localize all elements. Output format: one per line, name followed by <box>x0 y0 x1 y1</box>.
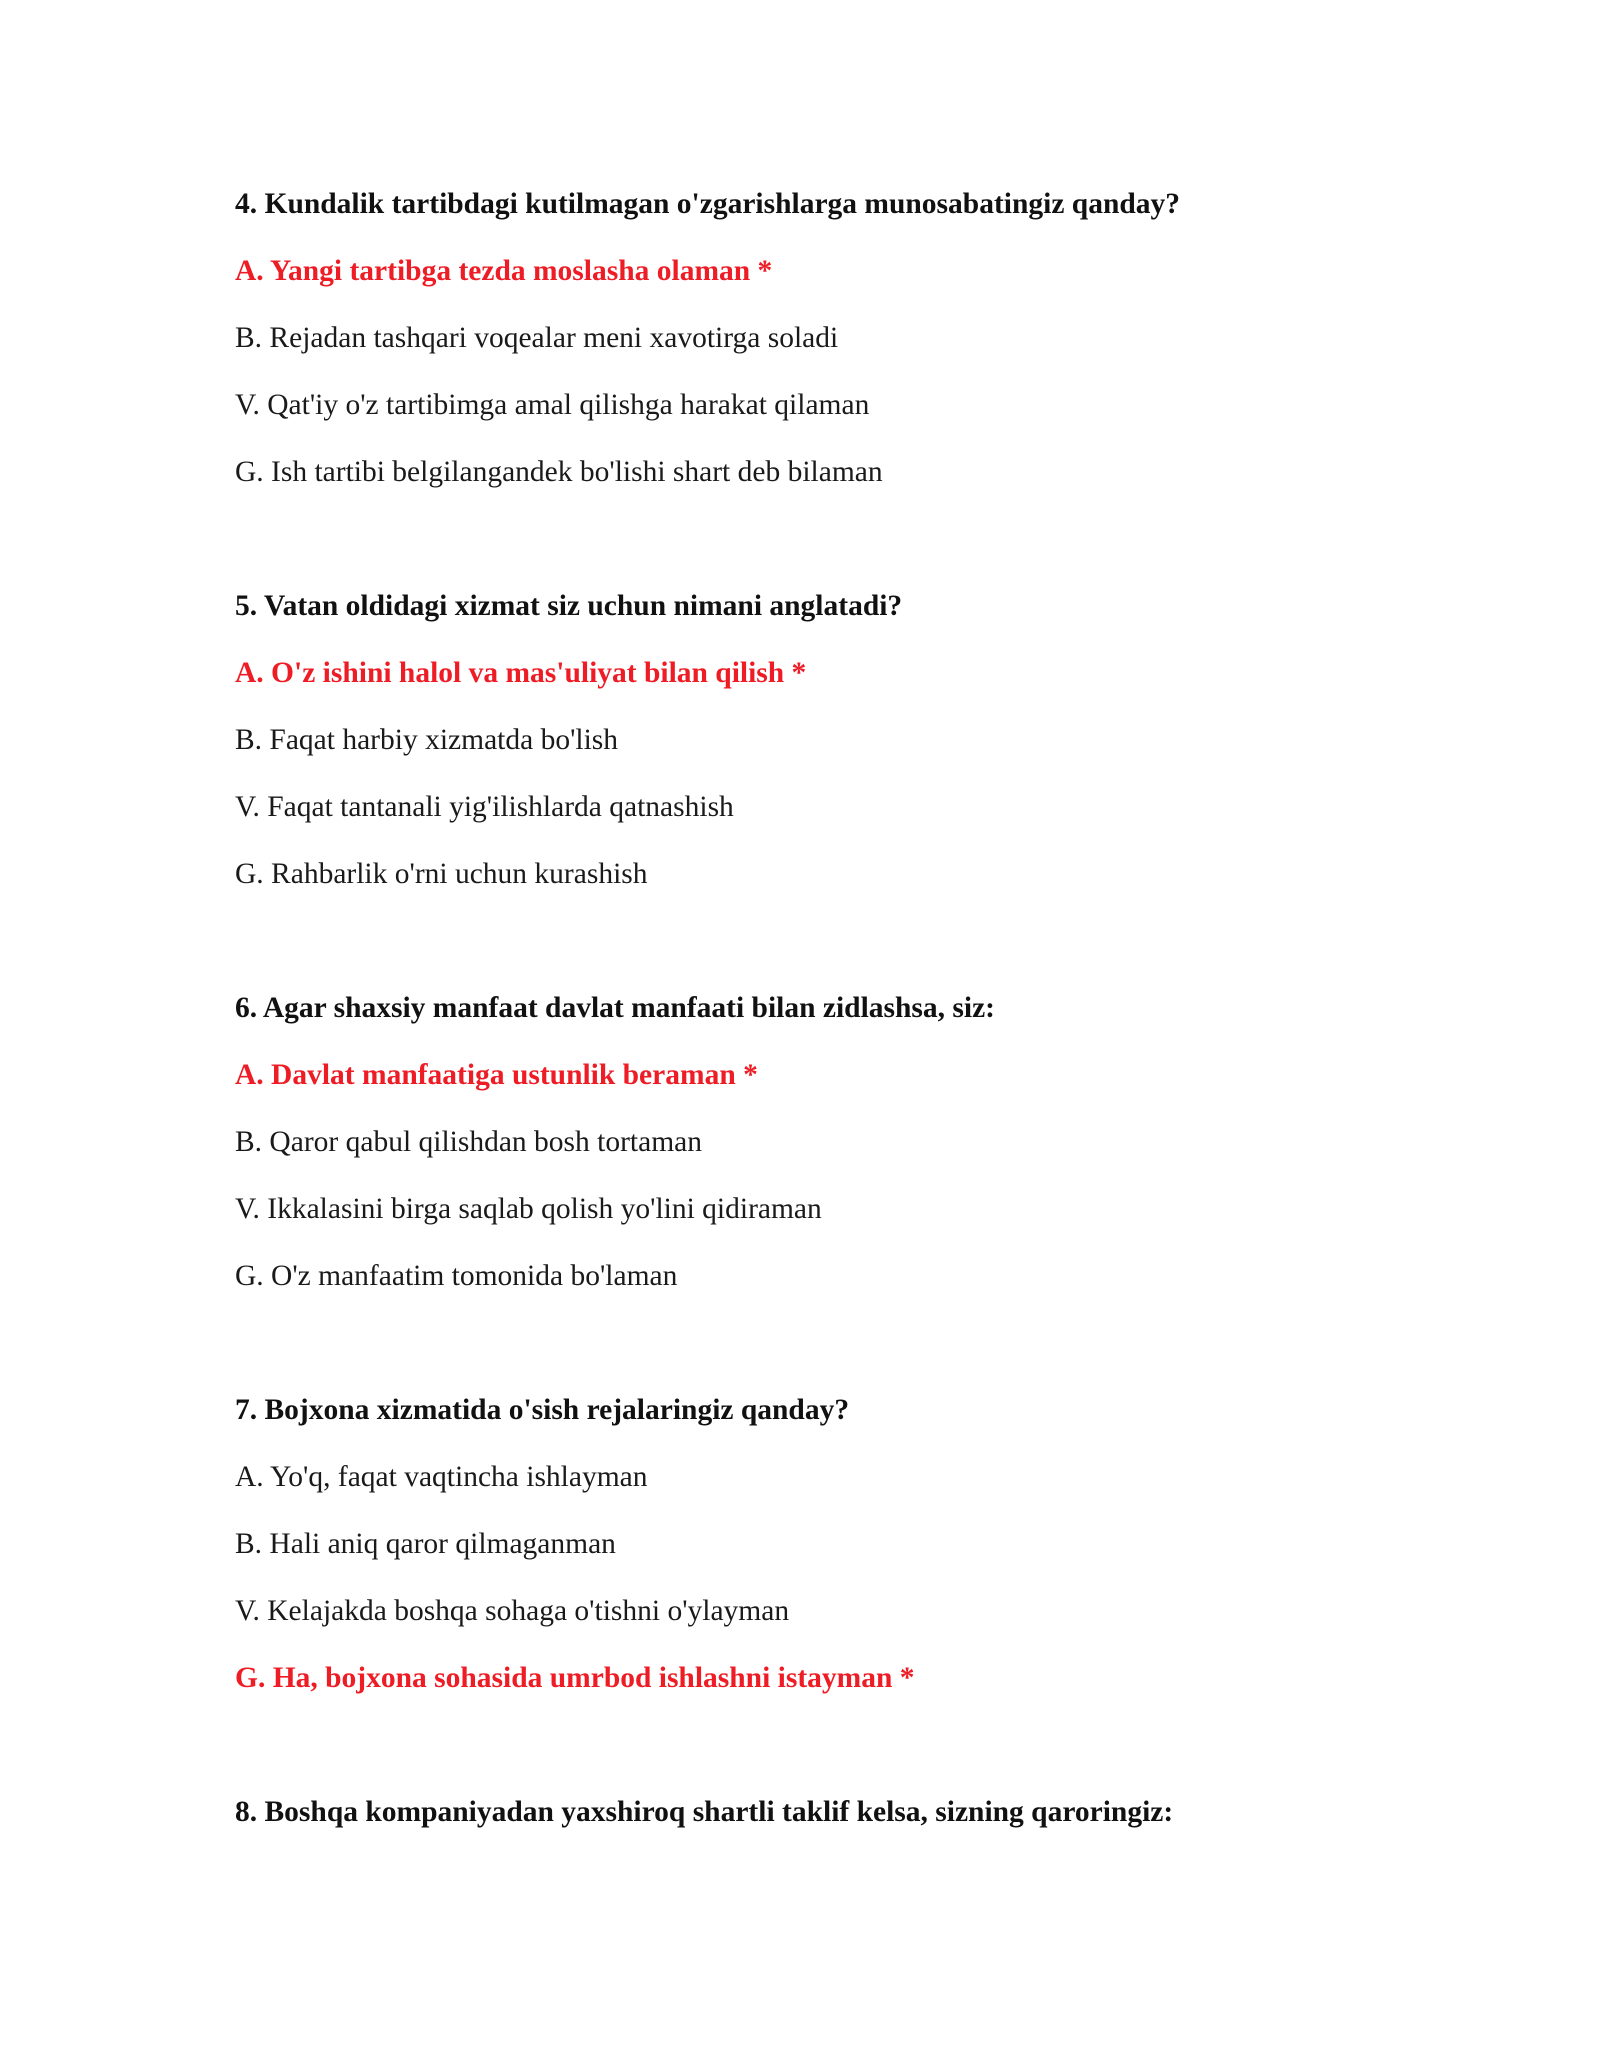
option: B. Qaror qabul qilishdan bosh tortaman <box>235 1126 703 1158</box>
option: G. O'z manfaatim tomonida bo'laman <box>235 1260 678 1292</box>
question-title: 5. Vatan oldidagi xizmat siz uchun nimani anglatadi? <box>235 590 903 622</box>
option-correct: G. Ha, bojxona sohasida umrbod ishlashni istayman * <box>235 1662 915 1694</box>
option: G. Rahbarlik o'rni uchun kurashish <box>235 858 648 890</box>
option-correct: A. Davlat manfaatiga ustunlik beraman * <box>235 1059 758 1091</box>
option: V. Faqat tantanali yig'ilishlarda qatnashish <box>235 791 734 823</box>
option: G. Ish tartibi belgilangandek bo'lishi shart deb bilaman <box>235 456 883 488</box>
option-correct: A. Yangi tartibga tezda moslasha olaman * <box>235 255 773 287</box>
option: B. Hali aniq qaror qilmaganman <box>235 1528 616 1560</box>
question-title: 8. Boshqa kompaniyadan yaxshiroq shartli taklif kelsa, sizning qaroringiz: <box>235 1796 1174 1828</box>
question-title: 7. Bojxona xizmatida o'sish rejalaringiz qanday? <box>235 1394 850 1426</box>
option: V. Kelajakda boshqa sohaga o'tishni o'ylayman <box>235 1595 790 1627</box>
option-correct: A. O'z ishini halol va mas'uliyat bilan qilish * <box>235 657 807 689</box>
option: B. Faqat harbiy xizmatda bo'lish <box>235 724 619 756</box>
option: B. Rejadan tashqari voqealar meni xavotirga soladi <box>235 322 839 354</box>
option: V. Qat'iy o'z tartibimga amal qilishga harakat qilaman <box>235 389 870 421</box>
option: V. Ikkalasini birga saqlab qolish yo'lini qidiraman <box>235 1193 822 1225</box>
question-title: 4. Kundalik tartibdagi kutilmagan o'zgarishlarga munosabatingiz qanday? <box>235 188 1181 220</box>
option: A. Yo'q, faqat vaqtincha ishlayman <box>235 1461 648 1493</box>
question-title: 6. Agar shaxsiy manfaat davlat manfaati bilan zidlashsa, siz: <box>235 992 995 1024</box>
